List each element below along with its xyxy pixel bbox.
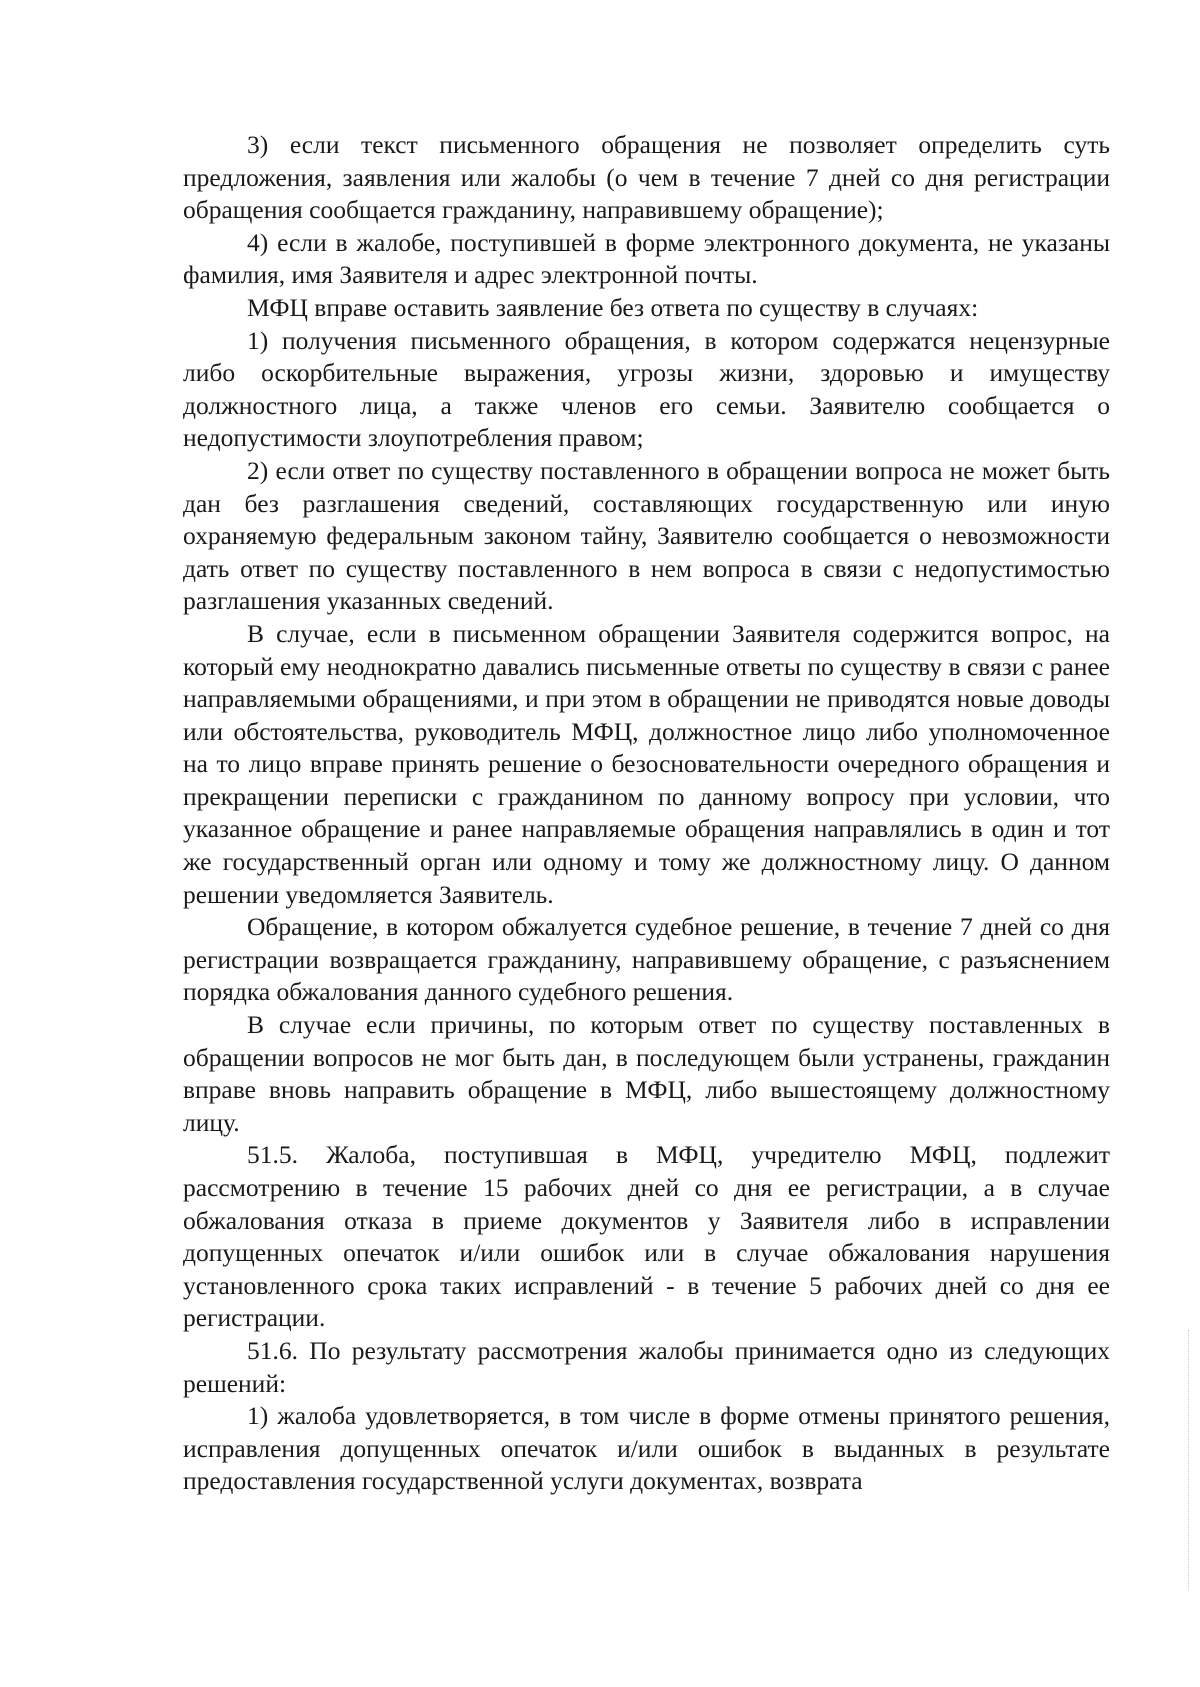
paragraph-51-5: 51.5. Жалоба, поступившая в МФЦ, учредителю МФЦ, подлежит рассмотрению в течение 15 рабочих дней со дня ее регистрации, а в случае обжалования отказа в приеме документов у Заявителя либо в исправлении допущенных опечаток и/или ошибок или в случае обжалования нарушения установленного срока таких исправлений - в течение 5 рабочих дней со дня ее регистрации.	[183, 1140, 1110, 1333]
scan-edge-marks	[1188, 1330, 1192, 1590]
paragraph-item-3-text-unclear: 3) если текст письменного обращения не позволяет определить суть предложения, заявления или жалобы (о чем в течение 7 дней со дня регистрации обращения сообщается гражданину, направившему обращение);	[183, 130, 1110, 225]
paragraph-case-1-offensive: 1) получения письменного обращения, в котором содержатся нецензурные либо оскорбительные выражения, угрозы жизни, здоровью и имуществу должностного лица, а также членов его семьи. Заявителю сообщается о недопустимости злоупотребления правом;	[183, 325, 1110, 453]
paragraph-decision-1: 1) жалоба удовлетворяется, в том числе в форме отмены принятого решения, исправления допущенных опечаток и/или ошибок в выданных в результате предоставления государственной услуги документах, возврата	[183, 1401, 1110, 1496]
paragraph-case-2-secret-info: 2) если ответ по существу поставленного в обращении вопроса не может быть дан без разглашения сведений, составляющих государственную или иную охраняемую федеральным законом тайну, Заявителю сообщается о невозможности дать ответ по существу поставленного в нем вопроса в связи с недопустимостью разглашения указанных сведений.	[183, 455, 1110, 616]
paragraph-51-6: 51.6. По результату рассмотрения жалобы принимается одно из следующих решений:	[183, 1335, 1110, 1398]
document-body	[183, 129, 1110, 1498]
paragraph-court-decision: Обращение, в котором обжалуется судебное решение, в течение 7 дней со дня регистрации возвращается гражданину, направившему обращение, с разъяснением порядка обжалования данного судебного решения.	[183, 912, 1110, 1007]
paragraph-mfc-no-answer-cases: МФЦ вправе оставить заявление без ответа по существу в случаях:	[247, 292, 979, 322]
paragraph-item-4-no-name-email: 4) если в жалобе, поступившей в форме электронного документа, не указаны фамилия, имя Заявителя и адрес электронной почты.	[183, 227, 1110, 290]
paragraph-reasons-removed: В случае если причины, по которым ответ по существу поставленных в обращении вопросов не мог быть дан, в последующем были устранены, гражданин вправе вновь направить обращение в МФЦ, либо вышестоящему должностному лицу.	[183, 1010, 1110, 1137]
paragraph-repeated-appeal: В случае, если в письменном обращении Заявителя содержится вопрос, на который ему неоднократно давались письменные ответы по существу в связи с ранее направляемыми обращениями, и при этом в обращении не приводятся новые доводы или обстоятельства, руководитель МФЦ, должностное лицо либо уполномоченное на то лицо вправе принять решение о безосновательности очередного обращения и прекращении переписки с гражданином по данному вопросу при условии, что указанное обращение и ранее направляемые обращения направлялись в один и тот же государственный орган или одному и тому же должностному лицу. О данном решении уведомляется Заявитель.	[183, 618, 1110, 909]
